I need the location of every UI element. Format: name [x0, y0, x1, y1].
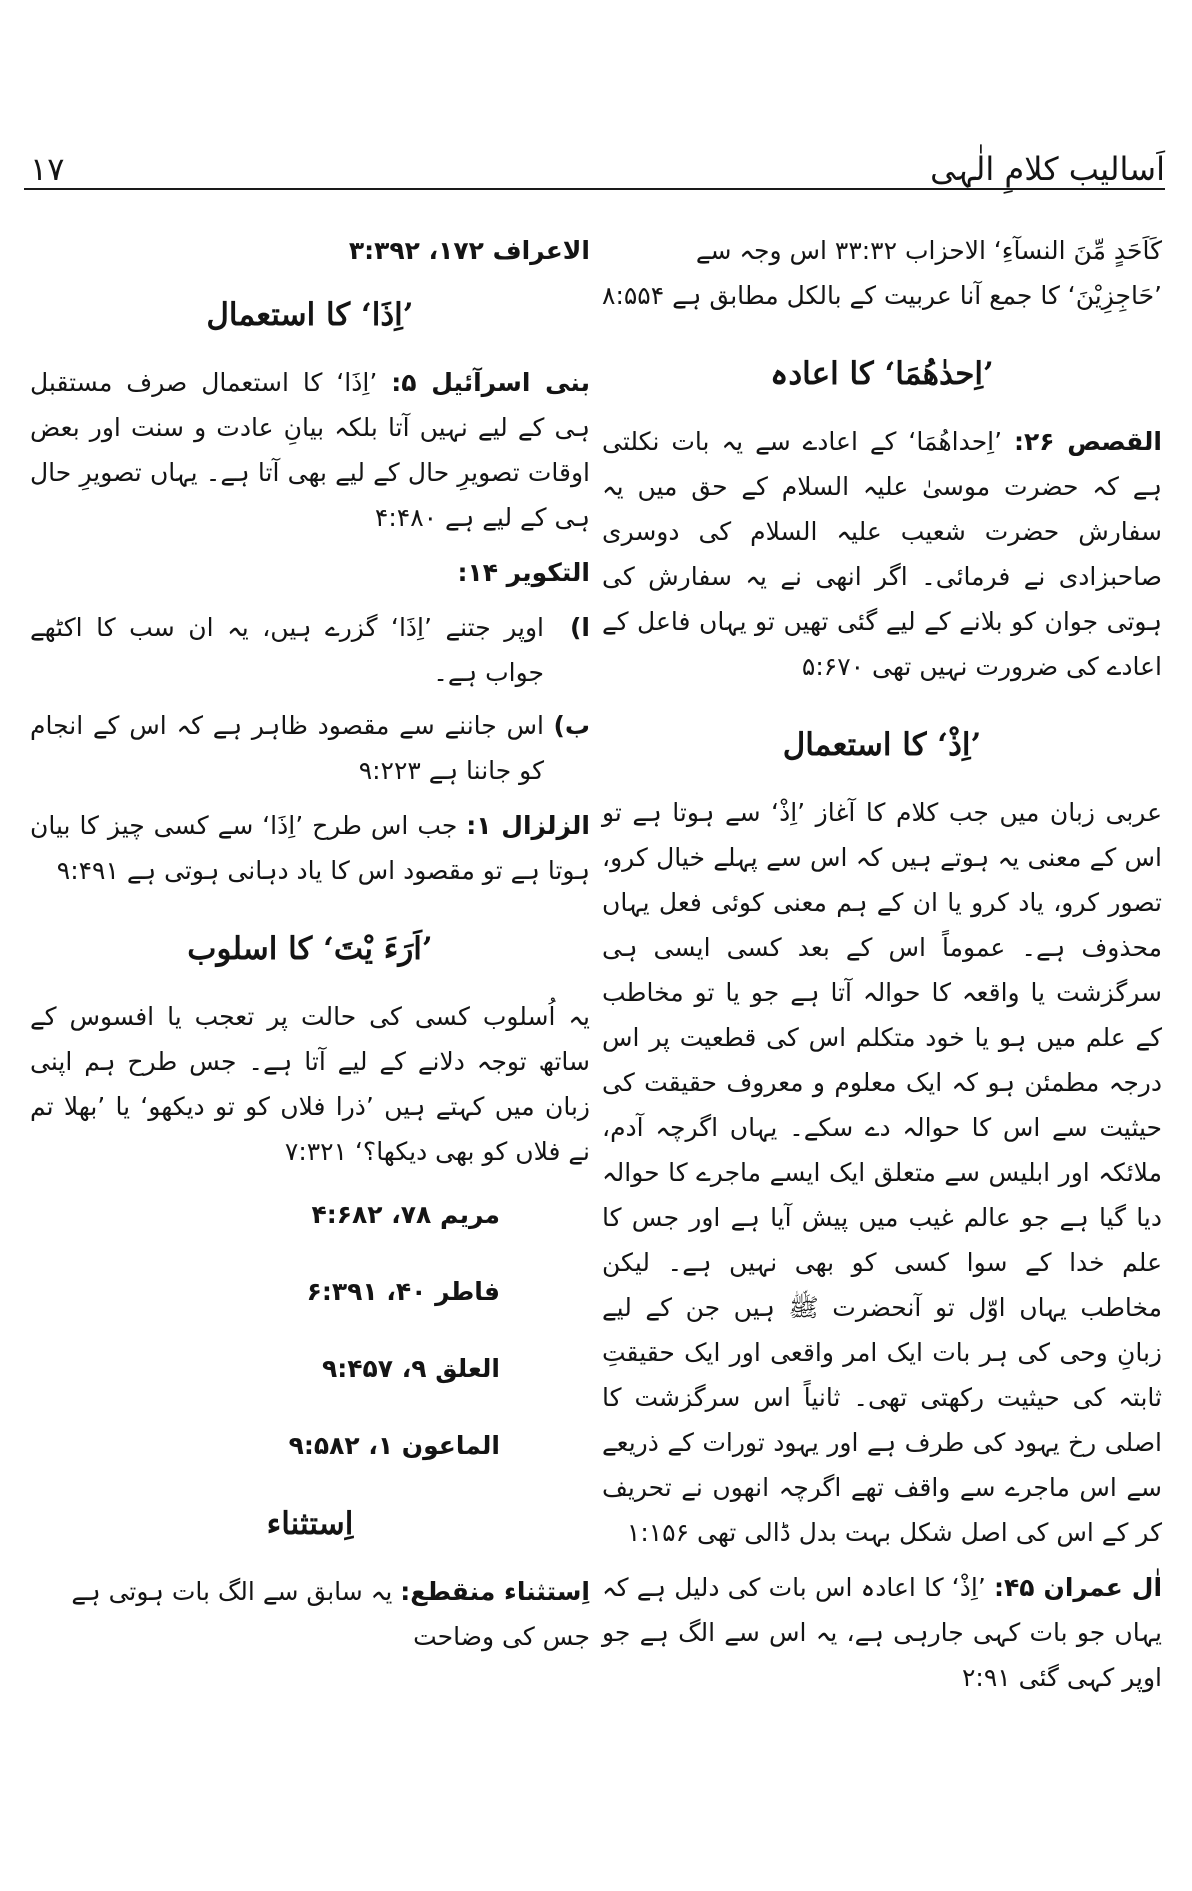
surah-reference: الاعراف ۱۷۲، ۳:۳۹۲	[348, 236, 590, 265]
reference-item: العلق ۹، ۹:۴۵۷	[321, 1354, 500, 1383]
section-paragraph	[30, 1569, 590, 1659]
paragraph-text: جب اس طرح ’اِذَا‘ سے کسی چیز کا بیان ہوتا ہے تو مقصود اس کا یاد دہانی ہوتی ہے ۹:۴۹۱	[30, 811, 590, 885]
surah-reference: الزلزال ۱:	[466, 811, 590, 840]
section-paragraph	[602, 1565, 1162, 1700]
top-reference	[30, 228, 590, 273]
right-column	[602, 228, 1162, 1710]
paragraph-text: ’اِحداھُمَا‘ کے اعادے سے یہ بات نکلتی ہے کہ حضرت موسیٰ علیہ السلام کے حق میں یہ سفارش حضرت شعیب علیہ السلام کی دوسری صاحبزادی نے فرمائی۔ اگر انھی نے یہ سفارش کی ہوتی جوان کو بلانے کے لیے گئی تھیں تو یہاں فاعل کے اعادے کی ضرورت نہیں تھی ۵:۶۷۰	[602, 427, 1162, 681]
book-title: اَسالیب کلامِ الٰہی	[930, 150, 1165, 188]
list-item-text: اوپر جتنے ’اِذَا‘ گزرے ہیں، یہ ان سب کا اکٹھے جواب ہے۔	[30, 613, 544, 687]
reference-list	[30, 1192, 590, 1468]
section-paragraph: عربی زبان میں جب کلام کا آغاز ’اِذْ‘ سے ہوتا ہے تو اس کے معنی یہ ہوتے ہیں کہ اس سے پہلے خیال کرو، تصور کرو، یاد کرو یا ان کے ہم معنی کوئی فعل یہاں محذوف ہے۔ عموماً اس کے بعد کسی ایسی ہی سرگزشت یا واقعہ کا حوالہ آتا ہے جو یا تو مخاطب کے علم میں ہو یا خود متکلم اس کی قطعیت پر اس درجہ مطمئن ہو کہ ایک معلوم و معروف حقیقت کی حیثیت سے اس کا حوالہ دے سکے۔ یہاں اگرچہ آدم، ملائکہ اور ابلیس سے متعلق ایک ایسے ماجرے کا حوالہ دیا گیا ہے جو عالم غیب میں پیش آیا ہے اور جس کا علم خدا کے سوا کسی کو بھی نہیں ہے۔ لیکن مخاطب یہاں اوّل تو آنحضرت ﷺ ہیں جن کے لیے زبانِ وحی کی ہر بات ایک امر واقعی اور ایک حقیقتِ ثابتہ کی حیثیت رکھتی تھی۔ ثانیاً اس سرگزشت کا اصلی رخ یہود کی طرف ہے اور یہود تورات کے ذریعے سے اس ماجرے سے واقف تھے اگرچہ انھوں نے تحریف کر کے اس کی اصل شکل بہت بدل ڈالی تھی ۱:۱۵۶	[602, 798, 1162, 1547]
section-heading-istithna: اِستثناء	[266, 1506, 354, 1542]
surah-reference: اٰل عمران ۴۵:	[994, 1573, 1163, 1602]
list-marker: ا)	[570, 613, 590, 642]
section-heading-ihdahuma: ’اِحدٰھُمَا‘ کا اعادہ	[770, 356, 994, 392]
list-marker: ب)	[553, 711, 590, 740]
section-heading-idha: ’اِذَا‘ کا استعمال	[206, 297, 414, 333]
section-paragraph: یہ اُسلوب کسی کی حالت پر تعجب یا افسوس کے ساتھ توجہ دلانے کے لیے آتا ہے۔ جس طرح ہم اپنی زبان میں کہتے ہیں ’ذرا فلاں کو تو دیکھو‘ یا ’بھلا تم نے فلاں کو بھی دیکھا؟‘ ۷:۳۲۱	[30, 1002, 590, 1166]
intro-paragraph: کَاَحَدٍ مِّنَ النسآءِ‘ الاحزاب ۳۳:۳۲ اس وجہ سے ’حَاجِزِیْنَ‘ کا جمع آنا عربیت کے بالکل مطابق ہے ۸:۵۵۴	[602, 236, 1162, 310]
reference-item: مریم ۷۸، ۴:۶۸۲	[311, 1200, 500, 1229]
paragraph-text: ’اِذْ‘ کا اعادہ اس بات کی دلیل ہے کہ یہاں جو بات کہی جارہی ہے، یہ اس سے الگ ہے جو اوپر کہی گئی ۲:۹۱	[602, 1573, 1162, 1692]
section-paragraph	[30, 550, 590, 595]
page-number: ۱۷	[30, 150, 65, 188]
page-header	[30, 150, 1165, 188]
list-item-text: اس جاننے سے مقصود ظاہر ہے کہ اس کے انجام کو جاننا ہے ۹:۲۲۳	[30, 711, 544, 785]
list-item	[30, 605, 590, 695]
paragraph-text: یہ سابق سے الگ بات ہوتی ہے جس کی وضاحت	[71, 1577, 590, 1651]
section-heading-idh: ’اِذْ‘ کا استعمال	[782, 727, 982, 763]
point-list	[30, 605, 590, 793]
section-paragraph	[30, 803, 590, 893]
header-rule	[24, 188, 1165, 190]
surah-reference: التکویر ۱۴:	[457, 558, 590, 587]
section-paragraph	[30, 360, 590, 540]
section-paragraph	[602, 419, 1162, 689]
left-column	[30, 228, 590, 1669]
surah-reference: اِستثناء منقطع:	[400, 1577, 590, 1606]
surah-reference: القصص ۲۶:	[1014, 427, 1162, 456]
section-heading-araayta: ’اَرَءَ یْتَ‘ کا اسلوب	[187, 931, 433, 967]
list-item	[30, 703, 590, 793]
paragraph-text: ’اِذَا‘ کا استعمال صرف مستقبل ہی کے لیے نہیں آتا بلکہ بیانِ عادت و سنت اور بعض اوقات تصویرِ حال کے لیے بھی آتا ہے۔ یہاں تصویرِ حال ہی کے لیے ہے ۴:۴۸۰	[30, 368, 590, 532]
reference-item: فاطر ۴۰، ۶:۳۹۱	[306, 1277, 500, 1306]
reference-item: الماعون ۱، ۹:۵۸۲	[288, 1431, 500, 1460]
surah-reference: بنی اسرآئیل ۵:	[391, 368, 590, 397]
